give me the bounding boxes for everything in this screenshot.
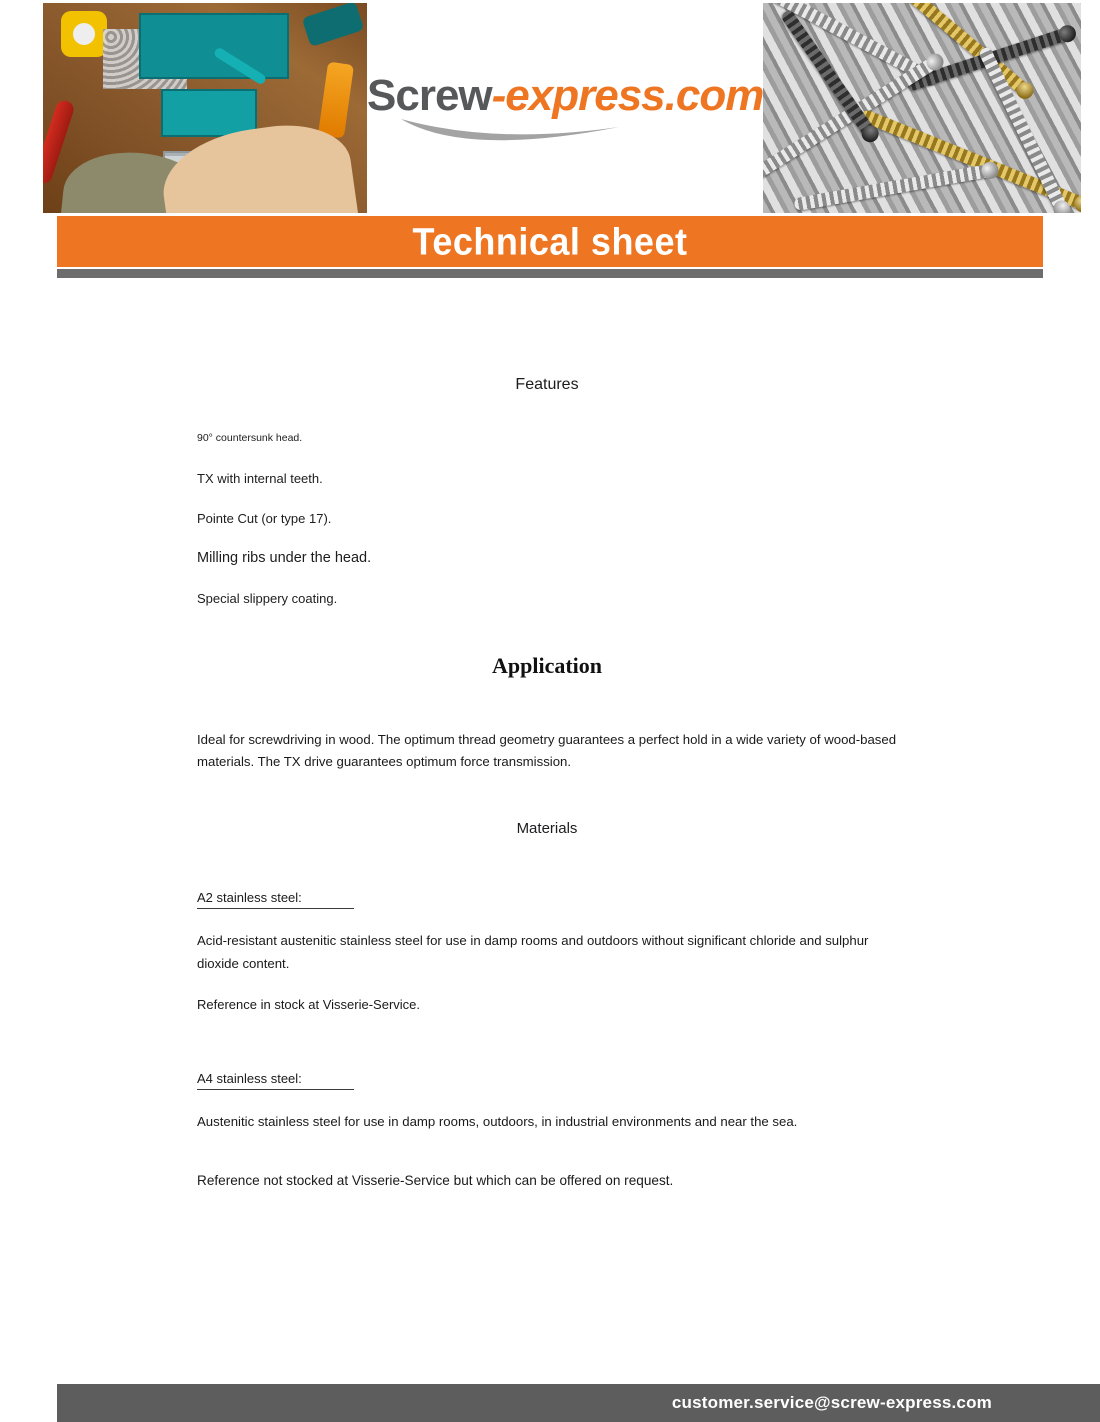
- material-description-a2: Acid-resistant austenitic stainless steel for use in damp rooms and outdoors without significant chloride and sulphur dioxide content.: [197, 932, 869, 971]
- screws-photo: [763, 3, 1081, 213]
- brand-logo-secondary: -express.com: [491, 71, 764, 120]
- header: [43, 3, 1057, 213]
- materials-title: Materials: [516, 819, 578, 837]
- banner: [57, 216, 1043, 267]
- material-note-a4: Reference not stocked at Visserie-Service but which can be offered on request.: [197, 1173, 674, 1189]
- material-description-a4: Austenitic stainless steel for use in damp rooms, outdoors, in industrial environments and near the sea.: [197, 1114, 798, 1130]
- logo-swoosh-icon: [395, 115, 625, 151]
- footer: [57, 1384, 1100, 1422]
- screw-graphic: [794, 164, 993, 212]
- screw-graphic: [978, 46, 1069, 213]
- divider-strip: [57, 269, 1043, 278]
- feature-item: 90° countersunk head.: [197, 432, 303, 444]
- feature-item: Special slippery coating.: [197, 591, 338, 606]
- material-heading-a2: A2 stainless steel:: [197, 890, 354, 909]
- organizer-box-graphic: [139, 13, 289, 79]
- application-body: Ideal for screwdriving in wood. The optimum thread geometry guarantees a perfect hold in a wide variety of wood-based materials. The TX drive guarantees optimum force transmission.: [197, 732, 897, 770]
- feature-item: TX with internal teeth.: [197, 471, 323, 486]
- features-list: [197, 432, 897, 606]
- banner-title: Technical sheet: [412, 219, 688, 263]
- feature-item: Milling ribs under the head.: [197, 550, 372, 566]
- workbench-photo: [43, 3, 367, 213]
- logo-area: [367, 3, 763, 213]
- application-title: Application: [491, 653, 603, 678]
- brand-logo-primary: Screw: [367, 71, 492, 120]
- material-section-a2: [197, 889, 897, 1012]
- material-section-a4: [197, 1070, 897, 1188]
- main-content: [197, 376, 897, 1188]
- brand-logo: [367, 71, 763, 121]
- footer-email-link[interactable]: customer.service@screw-express.com: [671, 1393, 992, 1412]
- clamp-graphic: [318, 62, 354, 139]
- drill-graphic: [302, 3, 365, 47]
- material-heading-a4: A4 stainless steel:: [197, 1071, 354, 1090]
- tape-measure-graphic: [61, 11, 107, 57]
- features-title: Features: [515, 376, 579, 393]
- material-note-a2: Reference in stock at Visserie-Service.: [197, 997, 421, 1013]
- feature-item: Pointe Cut (or type 17).: [197, 511, 332, 526]
